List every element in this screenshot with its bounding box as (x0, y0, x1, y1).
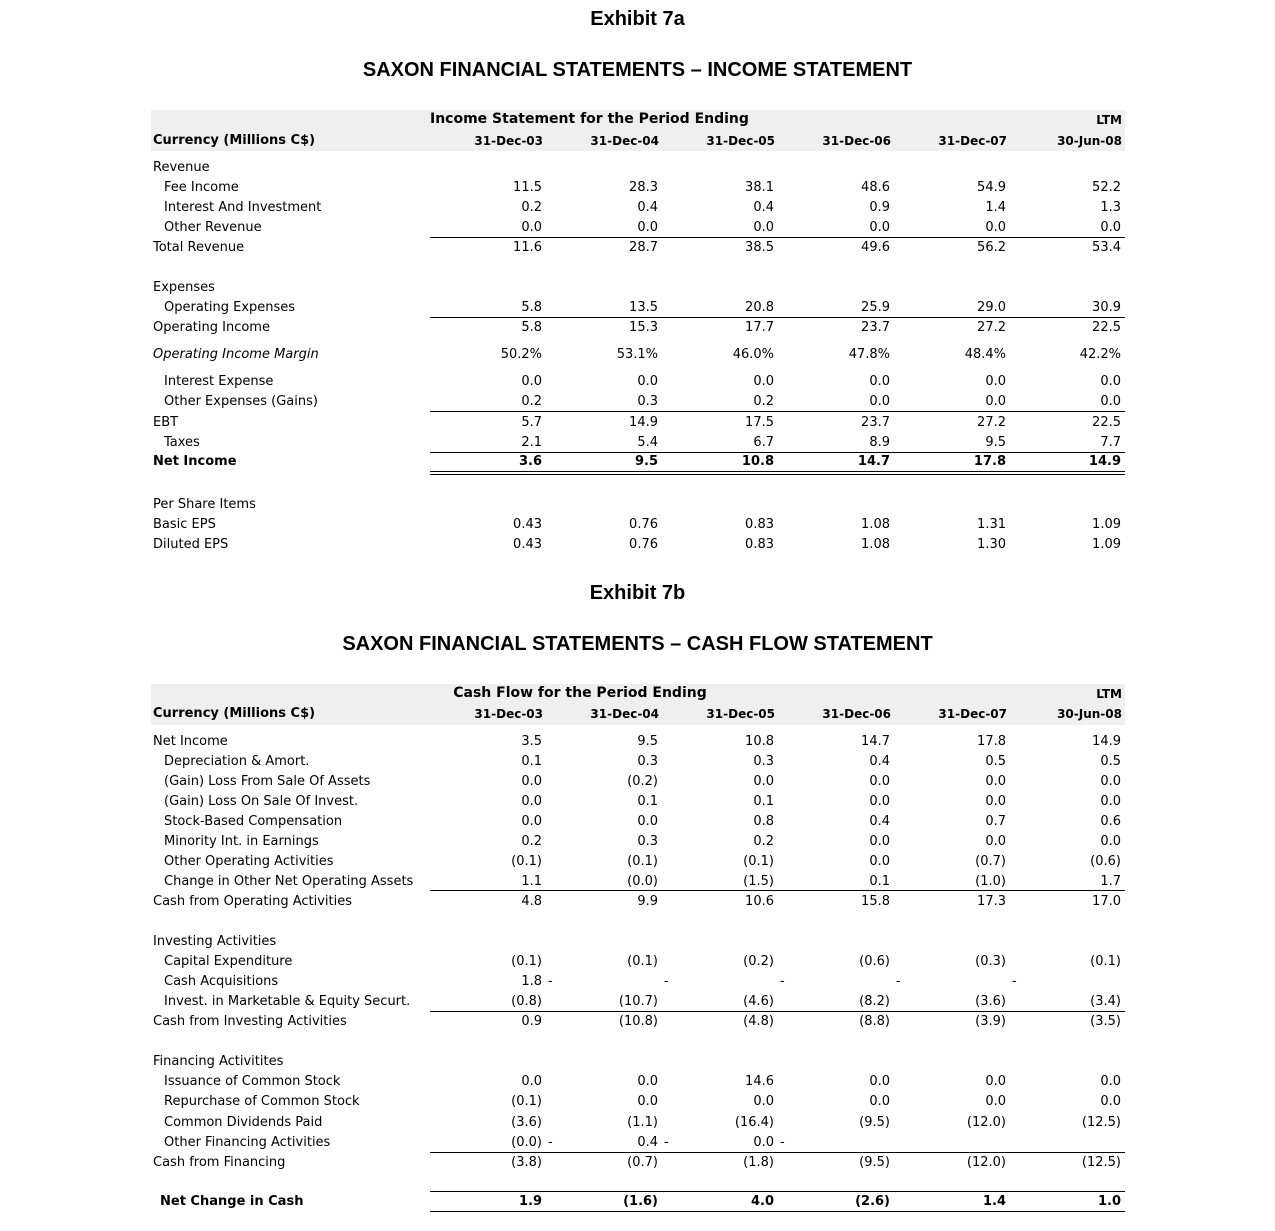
cell-value: (0.8) (511, 994, 542, 1009)
rule (430, 1152, 1125, 1153)
cell-value: 0.3 (753, 754, 774, 769)
cell-value: 53.1% (616, 347, 658, 362)
income-col-header: 31-Dec-04 (590, 134, 659, 148)
cell-value: (0.1) (743, 854, 774, 869)
cell-value: 11.5 (513, 180, 542, 195)
cell-value: 1.1 (521, 874, 542, 889)
cell-value: 0.8 (753, 814, 774, 829)
cell-value: 0.0 (985, 374, 1006, 389)
dash-mark: - (548, 1135, 553, 1150)
cell-value: 14.6 (745, 1074, 774, 1089)
cell-value: 20.8 (745, 300, 774, 315)
cell-value: 27.2 (977, 320, 1006, 335)
cell-value: 48.6 (861, 180, 890, 195)
cell-value: 1.0 (1097, 1194, 1121, 1209)
row-label: Other Operating Activities (164, 854, 334, 869)
row-label: Total Revenue (153, 240, 245, 255)
cell-value: 10.8 (741, 454, 774, 469)
cell-value: 10.8 (745, 734, 774, 749)
income-period-heading: Income Statement for the Period Ending (430, 111, 749, 127)
row-label: Other Expenses (Gains) (164, 394, 318, 409)
cell-value: 0.2 (753, 394, 774, 409)
cell-value: (1.8) (743, 1155, 774, 1170)
row-label: Net Income (153, 454, 237, 469)
cell-value: 0.0 (985, 1074, 1006, 1089)
cell-value: 17.7 (745, 320, 774, 335)
cell-value: (0.0) (627, 874, 658, 889)
cell-value: (12.5) (1081, 1115, 1121, 1130)
cell-value: (10.7) (618, 994, 658, 1009)
row-label: Basic EPS (153, 517, 216, 532)
income-currency-label: Currency (Millions C$) (153, 133, 316, 148)
cell-value: 29.0 (977, 300, 1006, 315)
cell-value: 46.0% (732, 347, 774, 362)
cell-value: (1.0) (975, 874, 1006, 889)
cashflow-col-header: 30-Jun-08 (1057, 707, 1122, 721)
cell-value: (16.4) (734, 1115, 774, 1130)
cell-value: 1.31 (977, 517, 1006, 532)
cell-value: (0.7) (975, 854, 1006, 869)
cell-value: 1.08 (861, 537, 890, 552)
row-label: Diluted EPS (153, 537, 229, 552)
cashflow-period-heading: Cash Flow for the Period Ending (453, 685, 707, 701)
rule (430, 1211, 1125, 1212)
cell-value: 0.0 (1100, 834, 1121, 849)
row-label: Investing Activities (153, 934, 277, 949)
cell-value: 14.9 (1088, 454, 1121, 469)
cell-value: (0.1) (511, 1094, 542, 1109)
cell-value: 53.4 (1092, 240, 1121, 255)
cell-value: 0.43 (513, 517, 542, 532)
cell-value: 6.7 (753, 435, 774, 450)
cell-value: 5.8 (521, 300, 542, 315)
row-label: Net Income (153, 734, 228, 749)
cell-value: 1.08 (861, 517, 890, 532)
cell-value: 1.09 (1092, 537, 1121, 552)
cell-value: (3.6) (975, 994, 1006, 1009)
cell-value: 0.76 (629, 517, 658, 532)
cashflow-col-header: 31-Dec-06 (822, 707, 891, 721)
cell-value: 17.8 (977, 734, 1006, 749)
row-label: EBT (153, 415, 179, 430)
cell-value: (0.1) (1090, 954, 1121, 969)
cell-value: 1.4 (982, 1194, 1006, 1209)
cell-value: 0.0 (521, 794, 542, 809)
cell-value: 0.76 (629, 537, 658, 552)
exhibit-b-title: SAXON FINANCIAL STATEMENTS – CASH FLOW STATEMENT (342, 633, 933, 655)
dash-mark: - (780, 974, 785, 989)
cell-value: 28.7 (629, 240, 658, 255)
row-label: Other Revenue (164, 220, 262, 235)
row-label: Interest And Investment (164, 200, 322, 215)
cell-value: 0.2 (521, 394, 542, 409)
cell-value: (10.8) (618, 1014, 658, 1029)
dash-mark: - (548, 974, 553, 989)
cell-value: 0.0 (753, 1135, 774, 1150)
cell-value: 5.8 (521, 320, 542, 335)
cell-value: 50.2% (500, 347, 542, 362)
cell-value: 47.8% (848, 347, 890, 362)
cell-value: 0.0 (637, 814, 658, 829)
rule (430, 237, 1125, 238)
cell-value: 0.0 (753, 774, 774, 789)
cell-value: 0.4 (637, 1135, 658, 1150)
cell-value: 9.9 (637, 894, 658, 909)
rule (430, 452, 1125, 453)
cell-value: 0.0 (1100, 394, 1121, 409)
cell-value: 0.3 (637, 754, 658, 769)
cell-value: (9.5) (859, 1155, 890, 1170)
income-ltm-label: LTM (1096, 113, 1122, 127)
cell-value: 25.9 (861, 300, 890, 315)
cell-value: (1.6) (623, 1194, 658, 1209)
row-label: Common Dividends Paid (164, 1115, 323, 1130)
rule (430, 411, 1125, 412)
row-label: Expenses (153, 280, 215, 295)
cell-value: 13.5 (629, 300, 658, 315)
cell-value: 17.5 (745, 415, 774, 430)
cell-value: 0.0 (753, 374, 774, 389)
cell-value: 22.5 (1092, 415, 1121, 430)
cell-value: 0.1 (637, 794, 658, 809)
row-label: Minority Int. in Earnings (164, 834, 319, 849)
cell-value: 3.6 (518, 454, 542, 469)
income-col-header: 30-Jun-08 (1057, 134, 1122, 148)
cell-value: 0.2 (521, 200, 542, 215)
row-label: Invest. in Marketable & Equity Securt. (164, 994, 411, 1009)
row-label: Revenue (153, 160, 210, 175)
cell-value: 15.3 (629, 320, 658, 335)
cashflow-col-header: 31-Dec-07 (938, 707, 1007, 721)
dash-mark: - (1012, 974, 1017, 989)
income-col-header: 31-Dec-07 (938, 134, 1007, 148)
cell-value: 0.9 (521, 1014, 542, 1029)
row-label: Operating Income Margin (153, 347, 319, 362)
cell-value: 0.2 (521, 834, 542, 849)
cell-value: 17.0 (1092, 894, 1121, 909)
rule (430, 890, 1125, 891)
cell-value: 0.1 (521, 754, 542, 769)
cell-value: 0.9 (869, 200, 890, 215)
cell-value: 1.3 (1100, 200, 1121, 215)
cell-value: (0.1) (627, 954, 658, 969)
cashflow-col-header: 31-Dec-04 (590, 707, 659, 721)
cell-value: 0.0 (869, 394, 890, 409)
row-label: Repurchase of Common Stock (164, 1094, 360, 1109)
cell-value: 1.30 (977, 537, 1006, 552)
row-label: Taxes (164, 435, 200, 450)
cashflow-col-header: 31-Dec-03 (474, 707, 543, 721)
cell-value: (9.5) (859, 1115, 890, 1130)
income-col-header: 31-Dec-03 (474, 134, 543, 148)
cell-value: 0.43 (513, 537, 542, 552)
cell-value: 27.2 (977, 415, 1006, 430)
cell-value: 0.0 (869, 794, 890, 809)
cell-value: 54.9 (977, 180, 1006, 195)
cell-value: 0.0 (1100, 1074, 1121, 1089)
dash-mark: - (780, 1135, 785, 1150)
cell-value: 0.0 (1100, 220, 1121, 235)
row-label: Interest Expense (164, 374, 274, 389)
cashflow-currency-label: Currency (Millions C$) (153, 706, 316, 721)
cell-value: 7.7 (1100, 435, 1121, 450)
cell-value: 14.7 (861, 734, 890, 749)
rule (430, 1191, 1125, 1192)
cell-value: 0.0 (869, 854, 890, 869)
income-col-header: 31-Dec-05 (706, 134, 775, 148)
cell-value: 1.7 (1100, 874, 1121, 889)
cell-value: 0.4 (869, 754, 890, 769)
cell-value: 1.9 (518, 1194, 542, 1209)
cell-value: 0.5 (985, 754, 1006, 769)
cell-value: 0.0 (985, 1094, 1006, 1109)
row-label: Financing Activitites (153, 1054, 284, 1069)
cell-value: 9.5 (637, 734, 658, 749)
row-label: Operating Income (153, 320, 270, 335)
cell-value: 14.9 (1092, 734, 1121, 749)
cell-value: 38.5 (745, 240, 774, 255)
cell-value: (3.5) (1090, 1014, 1121, 1029)
cell-value: 22.5 (1092, 320, 1121, 335)
rule (430, 474, 1125, 475)
cell-value: 42.2% (1079, 347, 1121, 362)
cell-value: 5.4 (637, 435, 658, 450)
cell-value: (2.6) (855, 1194, 890, 1209)
cell-value: 8.9 (869, 435, 890, 450)
cell-value: (0.1) (627, 854, 658, 869)
cell-value: (12.0) (966, 1115, 1006, 1130)
cell-value: 28.3 (629, 180, 658, 195)
row-label: Other Financing Activities (164, 1135, 331, 1150)
row-label: Cash from Financing (153, 1155, 286, 1170)
row-label: Capital Expenditure (164, 954, 293, 969)
cell-value: (0.0) (511, 1135, 542, 1150)
cell-value: 17.3 (977, 894, 1006, 909)
cell-value: 0.5 (1100, 754, 1121, 769)
exhibit-a-title: SAXON FINANCIAL STATEMENTS – INCOME STATEMENT (362, 59, 913, 81)
rule (430, 317, 1125, 318)
cell-value: 11.6 (513, 240, 542, 255)
cell-value: 1.09 (1092, 517, 1121, 532)
row-label: Depreciation & Amort. (164, 754, 310, 769)
cell-value: 1.8 (521, 974, 542, 989)
row-label: Fee Income (164, 180, 239, 195)
cell-value: 0.4 (869, 814, 890, 829)
cell-value: 52.2 (1092, 180, 1121, 195)
cashflow-ltm-label: LTM (1096, 687, 1122, 701)
cell-value: 4.0 (750, 1194, 774, 1209)
rule (430, 471, 1125, 472)
cell-value: 15.8 (861, 894, 890, 909)
cell-value: (3.6) (511, 1115, 542, 1130)
dash-mark: - (896, 974, 901, 989)
cell-value: 0.0 (521, 774, 542, 789)
row-label: Operating Expenses (164, 300, 296, 315)
row-label: Cash from Investing Activities (153, 1014, 347, 1029)
exhibit-b-label: Exhibit 7b (589, 582, 686, 604)
cell-value: 14.7 (857, 454, 890, 469)
cell-value: (1.5) (743, 874, 774, 889)
cell-value: 0.0 (985, 394, 1006, 409)
cell-value: (3.9) (975, 1014, 1006, 1029)
cell-value: (12.5) (1081, 1155, 1121, 1170)
cell-value: (12.0) (966, 1155, 1006, 1170)
cashflow-col-header: 31-Dec-05 (706, 707, 775, 721)
cell-value: (0.3) (975, 954, 1006, 969)
cell-value: 0.1 (753, 794, 774, 809)
cell-value: 0.0 (985, 220, 1006, 235)
row-label: Per Share Items (153, 497, 256, 512)
dash-mark: - (664, 1135, 669, 1150)
cell-value: 0.0 (637, 374, 658, 389)
row-label: Change in Other Net Operating Assets (164, 874, 414, 889)
cell-value: (1.1) (627, 1115, 658, 1130)
cell-value: 3.5 (521, 734, 542, 749)
dash-mark: - (664, 974, 669, 989)
cell-value: (0.6) (859, 954, 890, 969)
cell-value: 10.6 (745, 894, 774, 909)
cell-value: 38.1 (745, 180, 774, 195)
row-label: Issuance of Common Stock (164, 1074, 341, 1089)
cell-value: (3.4) (1090, 994, 1121, 1009)
cell-value: 0.83 (745, 517, 774, 532)
cell-value: 4.8 (521, 894, 542, 909)
cell-value: 0.1 (869, 874, 890, 889)
cell-value: 30.9 (1092, 300, 1121, 315)
cell-value: 0.0 (637, 1074, 658, 1089)
cell-value: 48.4% (964, 347, 1006, 362)
cell-value: 2.1 (521, 435, 542, 450)
cell-value: 56.2 (977, 240, 1006, 255)
row-label: Stock-Based Compensation (164, 814, 343, 829)
cell-value: (0.1) (511, 854, 542, 869)
cell-value: (0.1) (511, 954, 542, 969)
cell-value: 0.0 (521, 814, 542, 829)
cell-value: 1.4 (985, 200, 1006, 215)
cell-value: 9.5 (634, 454, 658, 469)
cell-value: 0.0 (985, 794, 1006, 809)
cell-value: (0.6) (1090, 854, 1121, 869)
row-label: Cash Acquisitions (164, 974, 279, 989)
cell-value: 0.3 (637, 394, 658, 409)
cell-value: 49.6 (861, 240, 890, 255)
cell-value: 0.0 (753, 220, 774, 235)
cell-value: 0.0 (1100, 374, 1121, 389)
cell-value: 0.83 (745, 537, 774, 552)
cell-value: 0.7 (985, 814, 1006, 829)
cell-value: (0.2) (627, 774, 658, 789)
cell-value: 0.0 (869, 220, 890, 235)
cell-value: 0.4 (637, 200, 658, 215)
cell-value: 0.6 (1100, 814, 1121, 829)
cell-value: 17.8 (973, 454, 1006, 469)
cell-value: 0.0 (869, 1094, 890, 1109)
cell-value: (0.2) (743, 954, 774, 969)
cell-value: 0.0 (1100, 1094, 1121, 1109)
cell-value: 0.0 (753, 1094, 774, 1109)
row-label: (Gain) Loss On Sale Of Invest. (164, 794, 359, 809)
cell-value: 9.5 (985, 435, 1006, 450)
cell-value: 0.0 (521, 220, 542, 235)
cell-value: 0.0 (521, 1074, 542, 1089)
row-label: Cash from Operating Activities (153, 894, 353, 909)
cell-value: 0.0 (521, 374, 542, 389)
cell-value: 0.0 (869, 1074, 890, 1089)
cell-value: 0.0 (637, 1094, 658, 1109)
cell-value: 0.0 (985, 774, 1006, 789)
cell-value: 23.7 (861, 415, 890, 430)
row-label: Net Change in Cash (160, 1194, 304, 1209)
cell-value: (4.8) (743, 1014, 774, 1029)
cell-value: (4.6) (743, 994, 774, 1009)
cell-value: (8.2) (859, 994, 890, 1009)
cell-value: 14.9 (629, 415, 658, 430)
cell-value: 0.0 (869, 774, 890, 789)
exhibit-a-label: Exhibit 7a (590, 8, 685, 30)
rule (430, 1011, 1125, 1012)
cell-value: (8.8) (859, 1014, 890, 1029)
cell-value: (3.8) (511, 1155, 542, 1170)
cell-value: 0.2 (753, 834, 774, 849)
cell-value: 0.0 (985, 834, 1006, 849)
cell-value: 0.0 (1100, 794, 1121, 809)
income-col-header: 31-Dec-06 (822, 134, 891, 148)
cell-value: 0.0 (1100, 774, 1121, 789)
cell-value: 0.0 (869, 374, 890, 389)
cell-value: 0.4 (753, 200, 774, 215)
row-label: (Gain) Loss From Sale Of Assets (164, 774, 371, 789)
cell-value: 5.7 (521, 415, 542, 430)
cell-value: (0.7) (627, 1155, 658, 1170)
cell-value: 0.3 (637, 834, 658, 849)
cell-value: 0.0 (637, 220, 658, 235)
cell-value: 23.7 (861, 320, 890, 335)
cell-value: 0.0 (869, 834, 890, 849)
